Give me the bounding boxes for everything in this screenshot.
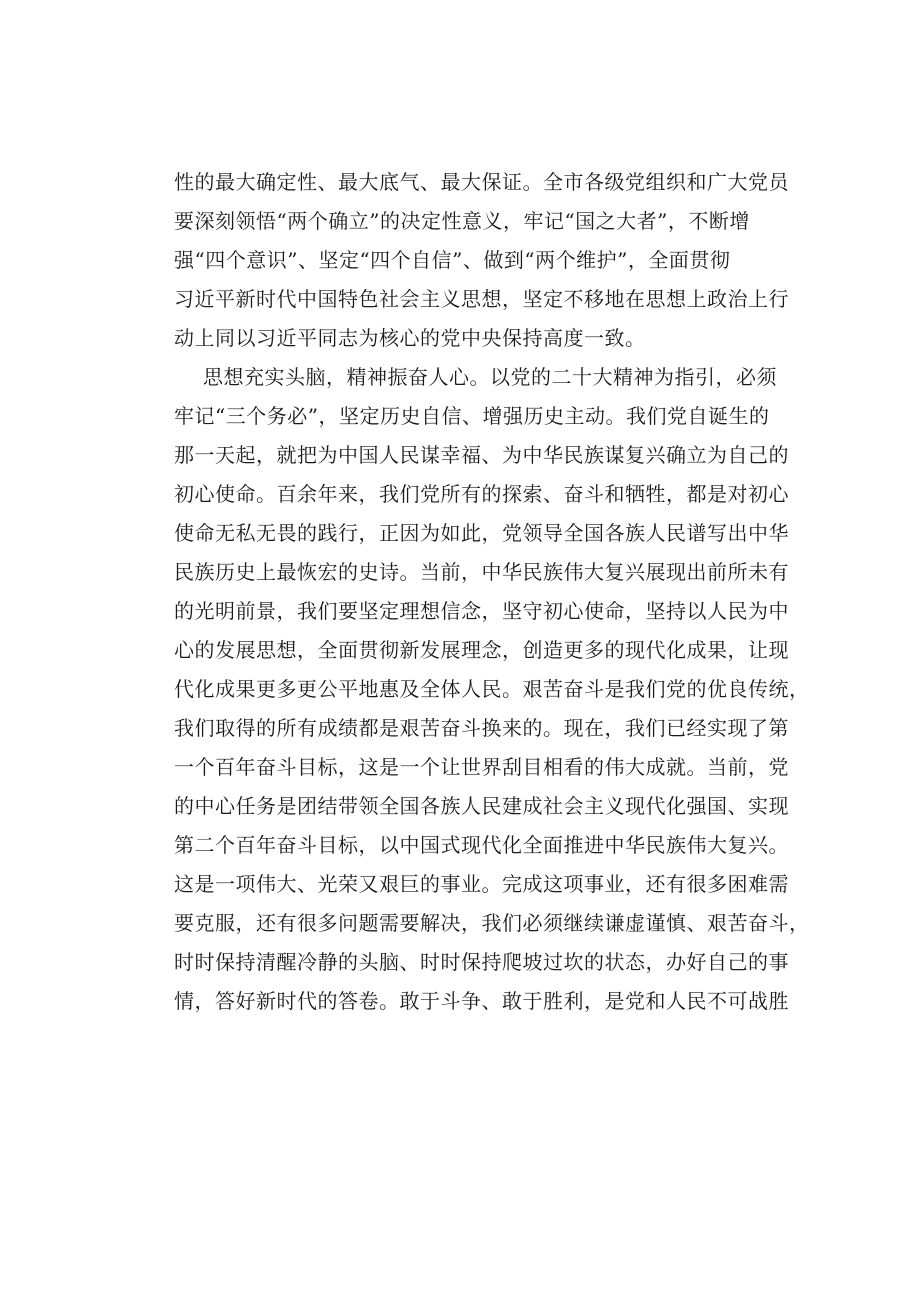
text-line: 代化成果更多更公平地惠及全体人民。艰苦奋斗是我们党的优良传统， bbox=[174, 677, 810, 701]
text-line: 第二个百年奋斗目标，以中国式现代化全面推进中华民族伟大复兴。 bbox=[174, 833, 789, 857]
text-line: 的光明前景，我们要坚定理想信念，坚守初心使命，坚持以人民为中 bbox=[174, 599, 789, 623]
text-line: 时时保持清醒冷静的头脑、时时保持爬坡过坎的状态，办好自己的事 bbox=[174, 950, 789, 974]
text-line: 心的发展思想，全面贯彻新发展理念，创造更多的现代化成果，让现 bbox=[174, 638, 789, 662]
text-line: 我们取得的所有成绩都是艰苦奋斗换来的。现在，我们已经实现了第 bbox=[174, 716, 789, 740]
text-line: 这是一项伟大、光荣又艰巨的事业。完成这项事业，还有很多困难需 bbox=[174, 872, 789, 896]
paragraph-start-line: 思想充实头脑，精神振奋人心。以党的二十大精神为指引，必须 bbox=[203, 365, 777, 389]
text-line: 牢记“三个务必”，坚定历史自信、增强历史主动。我们党自诞生的 bbox=[174, 404, 770, 428]
text-line: 情，答好新时代的答卷。敢于斗争、敢于胜利，是党和人民不可战胜 bbox=[174, 989, 789, 1013]
text-line: 使命无私无畏的践行，正因为如此，党领导全国各族人民谱写出中华 bbox=[174, 521, 789, 545]
body-text bbox=[174, 163, 814, 1021]
text-line: 要深刻领悟“两个确立”的决定性意义，牢记“国之大者”，不断增 bbox=[174, 209, 750, 233]
text-line: 那一天起，就把为中国人民谋幸福、为中华民族谋复兴确立为自己的 bbox=[174, 443, 789, 467]
text-line: 一个百年奋斗目标，这是一个让世界刮目相看的伟大成就。当前，党 bbox=[174, 755, 789, 779]
text-line: 习近平新时代中国特色社会主义思想，坚定不移地在思想上政治上行 bbox=[174, 287, 789, 311]
text-line: 初心使命。百余年来，我们党所有的探索、奋斗和牺牲，都是对初心 bbox=[174, 482, 789, 506]
text-line: 强“四个意识”、坚定“四个自信”、做到“两个维护”，全面贯彻 bbox=[174, 248, 731, 272]
text-line: 性的最大确定性、最大底气、最大保证。全市各级党组织和广大党员 bbox=[174, 170, 789, 194]
text-line: 的中心任务是团结带领全国各族人民建成社会主义现代化强国、实现 bbox=[174, 794, 789, 818]
text-line: 要克服，还有很多问题需要解决，我们必须继续谦虚谨慎、艰苦奋斗， bbox=[174, 911, 810, 935]
text-line: 民族历史上最恢宏的史诗。当前，中华民族伟大复兴展现出前所未有 bbox=[174, 560, 789, 584]
text-line: 动上同以习近平同志为核心的党中央保持高度一致。 bbox=[174, 326, 646, 350]
